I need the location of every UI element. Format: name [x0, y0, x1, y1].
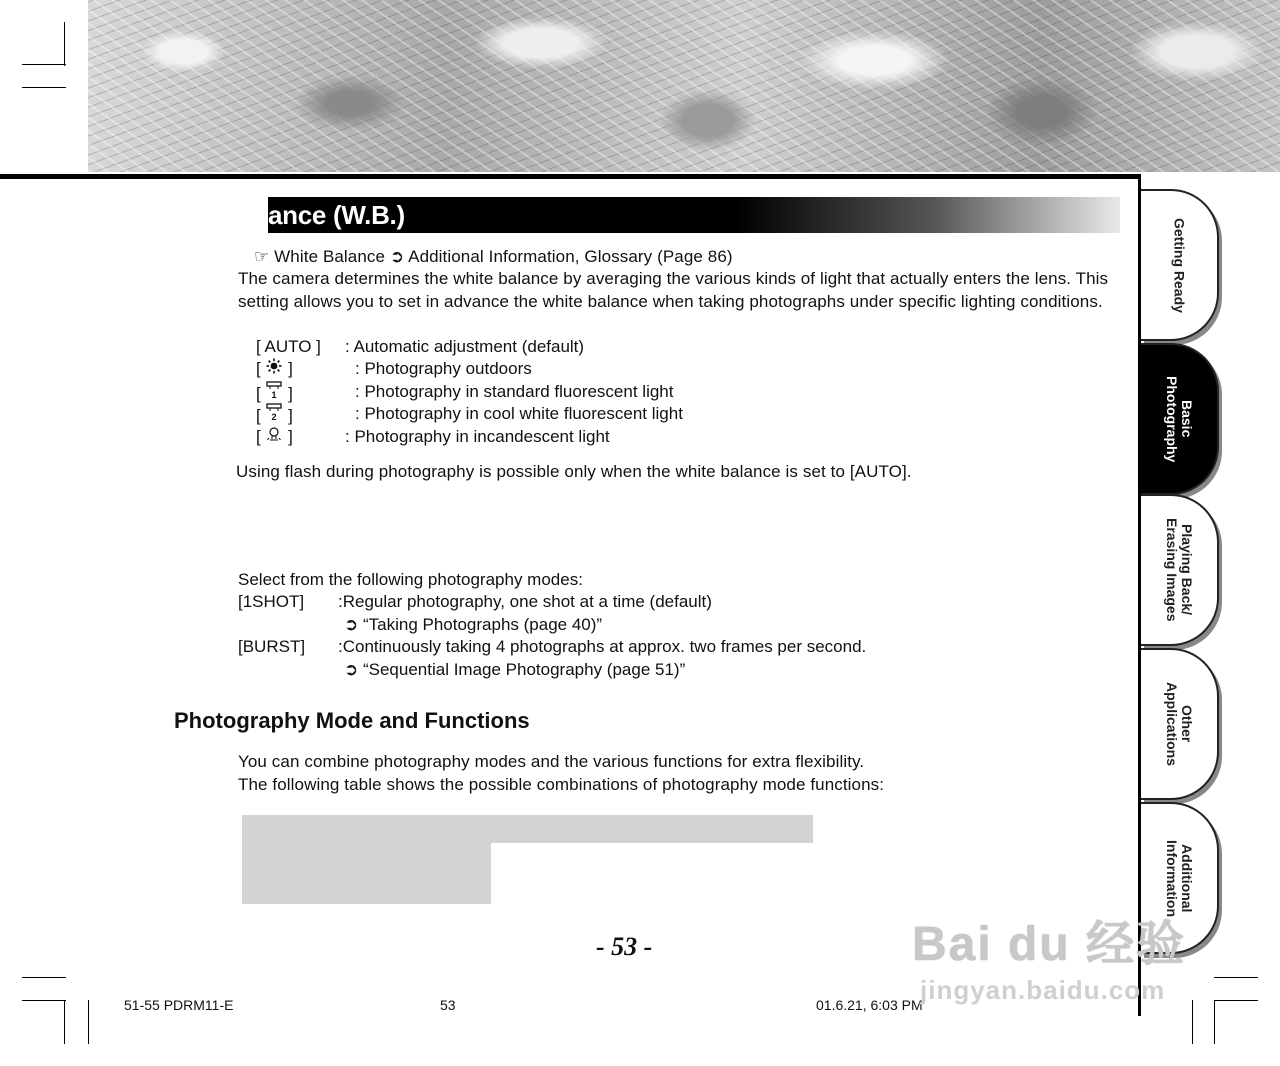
fluorescent-1-icon	[265, 381, 283, 406]
marble-banner	[88, 0, 1280, 172]
white-balance-paragraph: The camera determines the white balance by averaging the various kinds of light that actually enters the lens. This setting allows you to set in advance the white balance when taking photographs under specific lighting conditions.	[238, 269, 1109, 311]
tab-label: Basic Photography	[1164, 375, 1195, 463]
table-header-row	[242, 815, 813, 843]
wb-option-key: [ ]	[256, 358, 293, 381]
crop-mark	[1214, 1000, 1258, 1001]
wb-option-key: [ 2 ]	[256, 403, 293, 428]
crop-mark	[1214, 977, 1258, 978]
mode-ref: ➲ “Taking Photographs (page 40)”	[344, 615, 603, 634]
crop-mark	[1192, 1000, 1193, 1044]
crop-mark	[64, 22, 65, 66]
mode-key: [BURST]	[238, 637, 306, 656]
incandescent-icon	[265, 426, 283, 449]
banner-rule	[0, 174, 1140, 179]
wb-option-desc: : Photography in incandescent light	[345, 427, 610, 446]
section-heading: Photography Mode and Functions	[174, 708, 530, 733]
fluorescent-2-icon	[265, 403, 283, 428]
footer-timestamp: 01.6.21, 6:03 PM	[816, 997, 923, 1013]
wb-option-key: [ AUTO ]	[256, 337, 321, 356]
page-title: ance (W.B.)	[268, 200, 405, 230]
section-text: You can combine photography modes and the various functions for extra flexibility.	[238, 752, 865, 771]
crop-mark	[22, 1000, 66, 1001]
footer-file: 51-55 PDRM11-E	[124, 997, 234, 1013]
crop-mark	[88, 1000, 89, 1044]
flash-note: Using flash during photography is possible only when the white balance is set to [AUTO].	[236, 462, 912, 481]
tab-label: Additional Information	[1164, 839, 1195, 917]
bracket-open: [	[256, 384, 266, 403]
modes-intro: Select from the following photography modes:	[238, 570, 583, 589]
svg-text:1: 1	[271, 390, 277, 399]
sun-icon	[265, 358, 283, 381]
wb-option-desc: : Photography outdoors	[355, 359, 532, 378]
tab-other-applications[interactable]	[1141, 648, 1219, 800]
tab-getting-ready[interactable]	[1141, 189, 1219, 341]
bracket-open: [	[256, 359, 266, 378]
crop-mark	[1214, 1000, 1215, 1044]
svg-text:2: 2	[271, 412, 277, 421]
crop-mark	[22, 64, 66, 65]
wb-option-key: [ 1 ]	[256, 381, 293, 406]
wb-option-desc: : Automatic adjustment (default)	[345, 337, 585, 356]
watermark-url: jingyan.baidu.com	[920, 975, 1166, 1005]
tab-label: Getting Ready	[1171, 217, 1188, 313]
crop-mark	[22, 977, 66, 978]
bracket-open: [	[256, 427, 266, 446]
footer-page: 53	[440, 997, 456, 1013]
tab-playing-back[interactable]	[1141, 494, 1219, 646]
tab-basic-photography[interactable]	[1141, 343, 1219, 495]
wb-option-desc: : Photography in cool white fluorescent light	[355, 404, 683, 423]
section-text: The following table shows the possible combinations of photography mode functions:	[238, 775, 885, 794]
wb-option-desc: : Photography in standard fluorescent light	[355, 382, 674, 401]
watermark-logo: Bai du 经验	[912, 918, 1187, 971]
mode-ref: ➲ “Sequential Image Photography (page 51)”	[344, 660, 686, 679]
mode-desc: :Continuously taking 4 photographs at approx. two frames per second.	[338, 637, 867, 656]
mode-key: [1SHOT]	[238, 592, 305, 611]
page-number: - 53 -	[596, 932, 653, 961]
mode-desc: :Regular photography, one shot at a time (default)	[338, 592, 712, 611]
bracket-open: [	[256, 406, 266, 425]
crop-mark	[22, 87, 66, 88]
white-balance-reference: ☞ White Balance ➲ Additional Information, Glossary (Page 86)	[254, 247, 733, 266]
tab-label: Other Applications	[1164, 681, 1195, 766]
table-header-column	[242, 843, 491, 904]
crop-mark	[64, 1000, 65, 1044]
wb-option-key: [ ]	[256, 426, 293, 449]
tab-label: Playing Back/ Erasing Images	[1164, 518, 1195, 622]
